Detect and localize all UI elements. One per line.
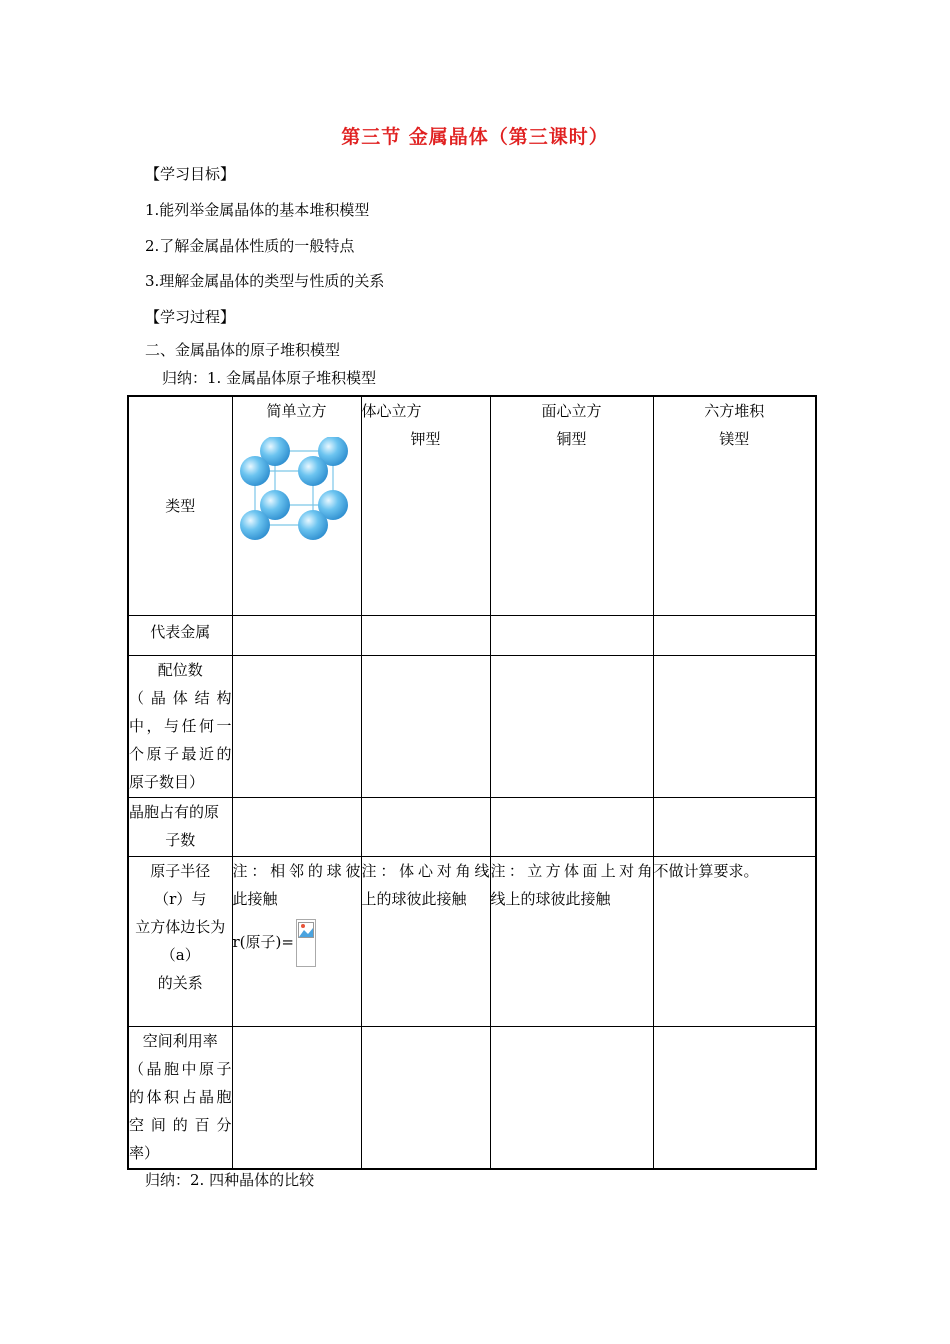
summary-line: 归纳：1. 金属晶体原子堆积模型 bbox=[162, 369, 377, 387]
summary-line: 归纳：2. 四种晶体的比较 bbox=[145, 1171, 315, 1189]
process-heading: 【学习过程】 bbox=[145, 308, 236, 326]
col-header-fcc: 面心立方 bbox=[541, 402, 602, 420]
row-label-radius: 原子半径 （r）与 立方体边长为 （a） 的关系 bbox=[128, 856, 232, 1026]
radius-note-bcc: 注：体心对角线 上的球彼此接触 bbox=[361, 856, 490, 1026]
row-label-coordination: 配位数 （晶体结构 中，与任何一 个原子最近的 原子数目） bbox=[128, 655, 232, 797]
empty-cell bbox=[653, 655, 816, 797]
objective-item: 3.理解金属晶体的类型与性质的关系 bbox=[145, 272, 385, 290]
empty-cell bbox=[653, 797, 816, 856]
empty-cell bbox=[232, 655, 361, 797]
empty-cell bbox=[490, 797, 653, 856]
fcc-cell bbox=[490, 396, 653, 615]
broken-image-icon bbox=[296, 919, 316, 967]
simple-cubic-model-image bbox=[237, 437, 357, 547]
radius-formula-label: r(原子)= bbox=[232, 932, 294, 951]
col-subheader-bcc: 钾型 bbox=[410, 430, 441, 448]
col-subheader-hcp: 镁型 bbox=[719, 430, 750, 448]
objective-item: 2.了解金属晶体性质的一般特点 bbox=[145, 237, 355, 255]
packing-model-table bbox=[127, 395, 817, 1170]
objectives-heading: 【学习目标】 bbox=[145, 165, 236, 183]
radius-note-fcc: 注：立方体面上对角 线上的球彼此接触 bbox=[490, 856, 653, 1026]
col-header-simple-cubic: 简单立方 bbox=[266, 402, 327, 420]
col-subheader-fcc: 铜型 bbox=[556, 430, 587, 448]
bcc-cell bbox=[361, 396, 490, 615]
row-label-metal: 代表金属 bbox=[128, 615, 232, 655]
col-header-bcc: 体心立方 bbox=[361, 402, 422, 420]
radius-note-hcp: 不做计算要求。 bbox=[653, 856, 816, 1026]
row-label-atoms: 晶胞占有的原 子数 bbox=[128, 797, 232, 856]
hcp-cell bbox=[653, 396, 816, 615]
empty-cell bbox=[232, 1026, 361, 1169]
section-heading: 二、金属晶体的原子堆积模型 bbox=[145, 341, 341, 359]
simple-cubic-cell bbox=[232, 396, 361, 615]
empty-cell bbox=[490, 1026, 653, 1169]
radius-note-simple: 注：相邻的球彼 此接触 r(原子)= bbox=[232, 856, 361, 1026]
empty-cell bbox=[232, 615, 361, 655]
empty-cell bbox=[490, 615, 653, 655]
empty-cell bbox=[232, 797, 361, 856]
row-label-space-utilization: 空间利用率 （晶胞中原子 的体积占晶胞 空间的百分 率） bbox=[128, 1026, 232, 1169]
row-label-type: 类型 bbox=[128, 396, 232, 615]
empty-cell bbox=[653, 1026, 816, 1169]
empty-cell bbox=[361, 615, 490, 655]
objective-item: 1.能列举金属晶体的基本堆积模型 bbox=[145, 201, 370, 219]
empty-cell bbox=[361, 1026, 490, 1169]
col-header-hcp: 六方堆积 bbox=[704, 402, 765, 420]
page-title: 第三节 金属晶体（第三课时） bbox=[341, 126, 609, 148]
empty-cell bbox=[361, 797, 490, 856]
empty-cell bbox=[361, 655, 490, 797]
empty-cell bbox=[490, 655, 653, 797]
empty-cell bbox=[653, 615, 816, 655]
